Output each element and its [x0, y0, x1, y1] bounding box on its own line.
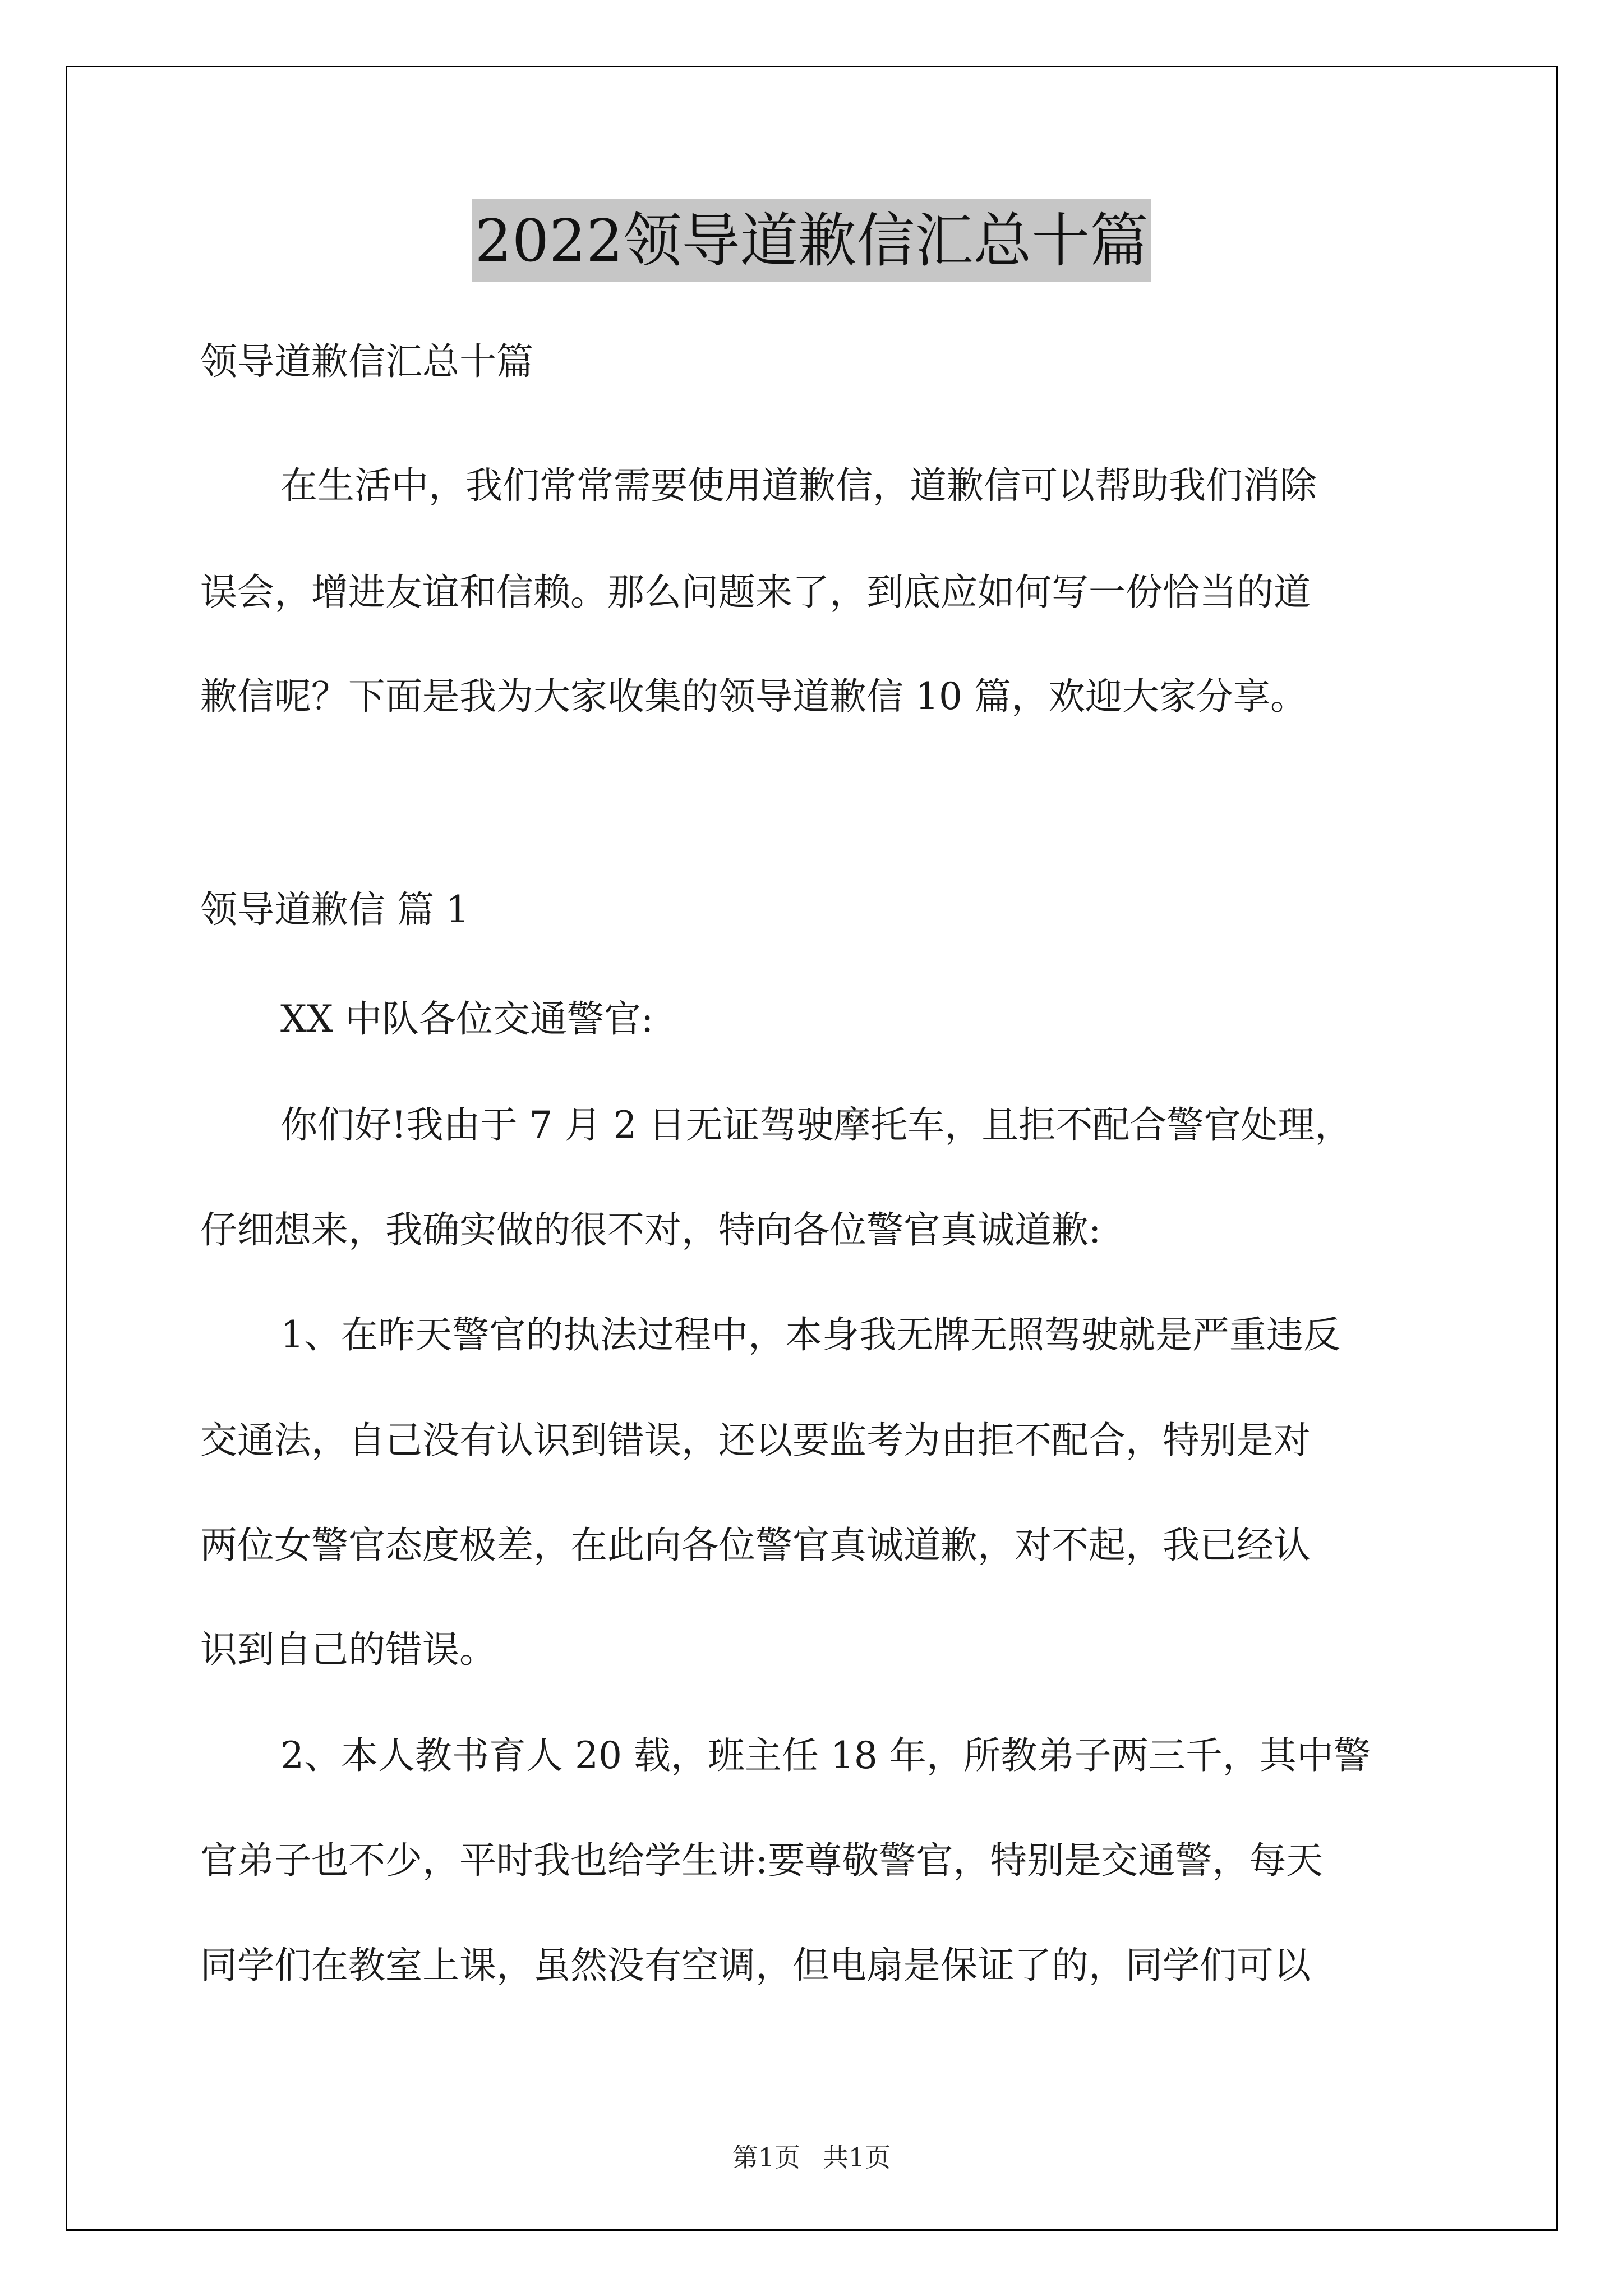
- paragraph-line: 在生活中，我们常常需要使用道歉信，道歉信可以帮助我们消除: [280, 464, 1317, 507]
- subtitle-line: 领导道歉信汇总十篇: [200, 340, 533, 383]
- paragraph-line: 1、在昨天警官的执法过程中，本身我无牌无照驾驶就是严重违反: [280, 1313, 1340, 1356]
- paragraph-line: 歉信呢？下面是我为大家收集的领导道歉信 10 篇，欢迎大家分享。: [200, 675, 1307, 718]
- paragraph-line: 误会，增进友谊和信赖。那么问题来了，到底应如何写一份恰当的道: [200, 570, 1311, 614]
- page-total: 共1页: [823, 2142, 891, 2173]
- paragraph-line: 2、本人教书育人 20 载，班主任 18 年，所教弟子两三千，其中警: [280, 1734, 1371, 1777]
- paragraph-line: 同学们在教室上课，虽然没有空调，但电扇是保证了的，同学们可以: [200, 1944, 1311, 1987]
- paragraph-line: 仔细想来，我确实做的很不对，特向各位警官真诚道歉:: [200, 1208, 1101, 1251]
- document-title: [0, 199, 1623, 282]
- salutation-line: XX 中队各位交通警官:: [280, 997, 654, 1041]
- document-title-text: 2022领导道歉信汇总十篇: [472, 199, 1152, 282]
- page-number: 第1页: [732, 2142, 800, 2173]
- paragraph-line: 你们好!我由于 7 月 2 日无证驾驶摩托车，且拒不配合警官处理，: [280, 1103, 1352, 1147]
- section-heading: 领导道歉信 篇 1: [200, 888, 469, 931]
- paragraph-line: 两位女警官态度极差，在此向各位警官真诚道歉，对不起，我已经认: [200, 1524, 1311, 1567]
- paragraph-line: 交通法，自己没有认识到错误，还以要监考为由拒不配合，特别是对: [200, 1419, 1311, 1462]
- page-footer: [0, 2142, 1623, 2173]
- paragraph-line: 识到自己的错误。: [200, 1628, 496, 1671]
- page-border: [66, 66, 1558, 2231]
- paragraph-line: 官弟子也不少，平时我也给学生讲:要尊敬警官，特别是交通警，每天: [200, 1839, 1324, 1882]
